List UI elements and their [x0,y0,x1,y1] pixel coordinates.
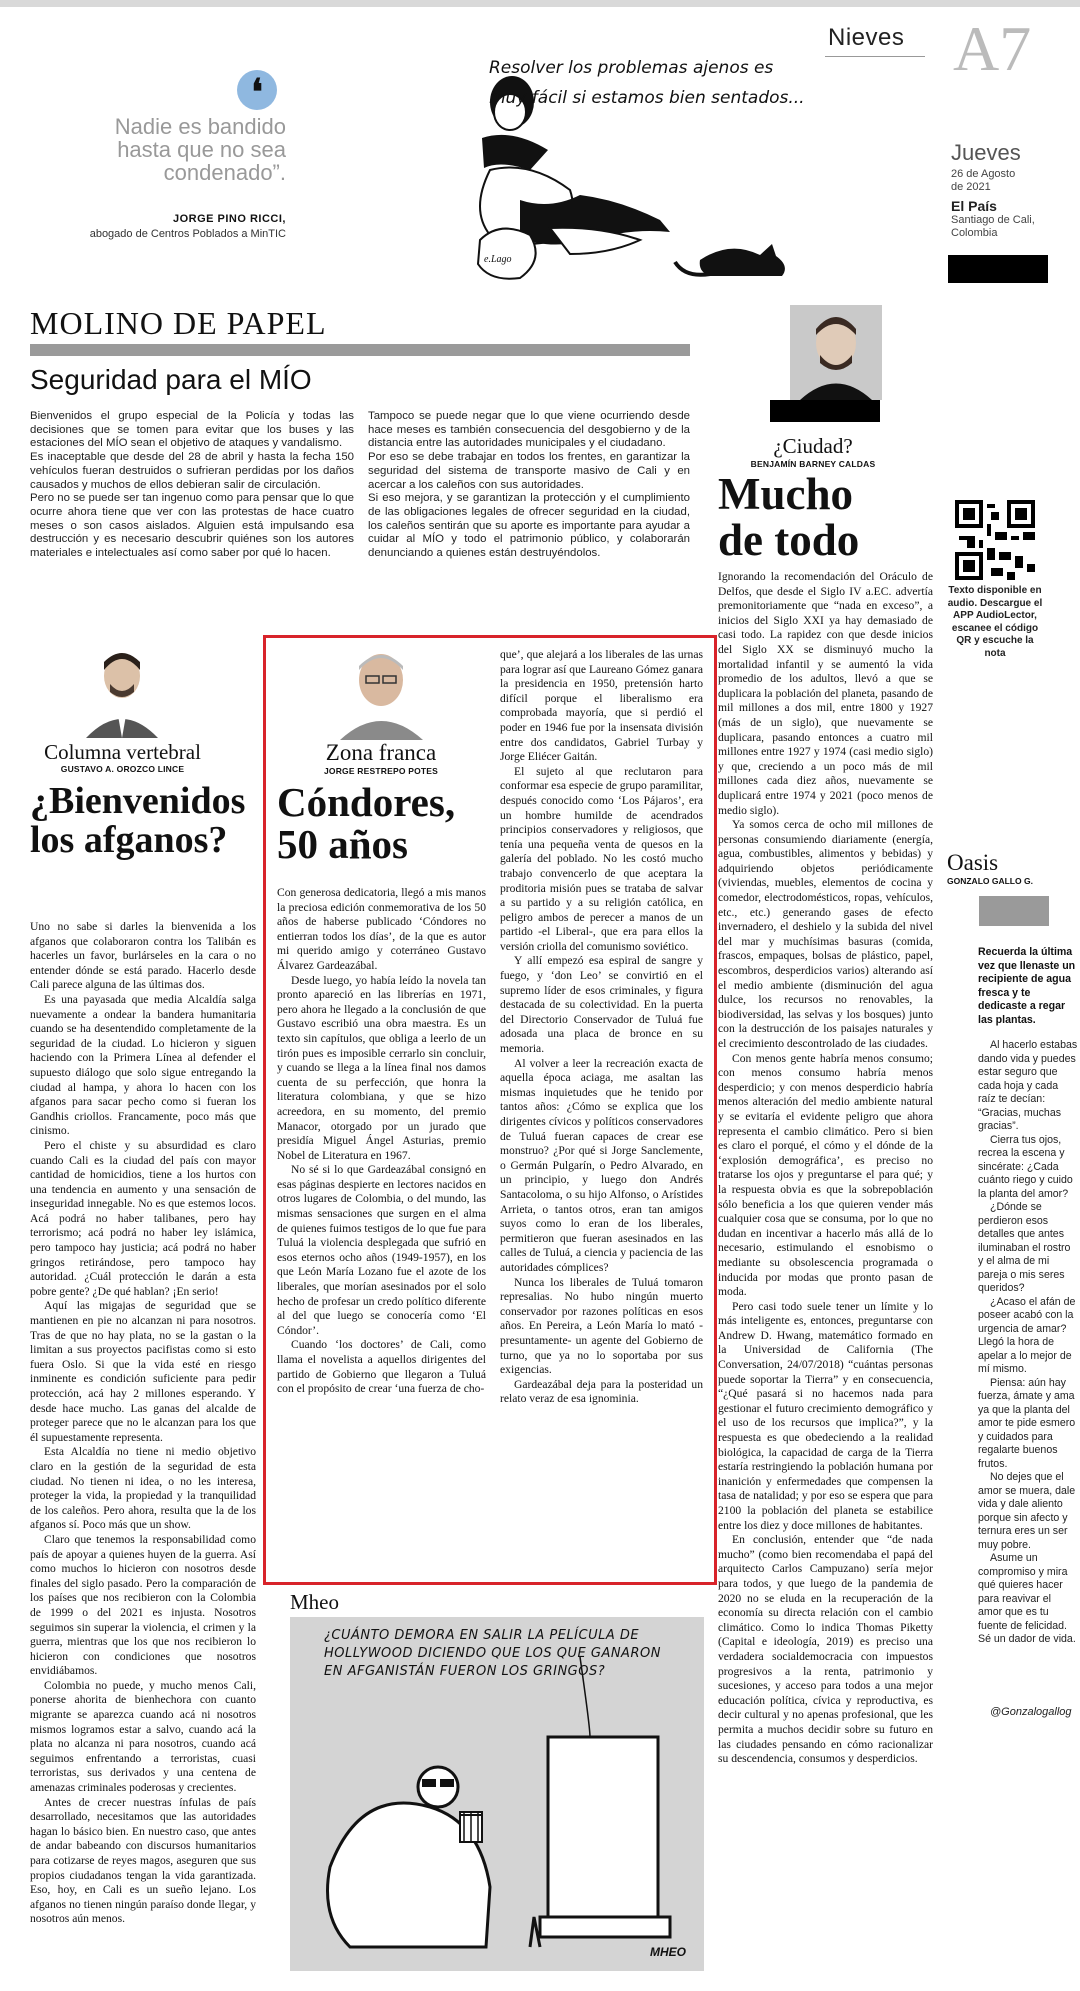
vertebral-p: Antes de crecer nuestras ínfulas de país desarrollado, necesitamos que las autoridades hagan lo básico bien. En nuestro caso, que antes de andar babeando con discursos humanitarios para cotizarse de reyes magos, aseguren que sus propios ciudadanos tengan la vida garantizada. Eso, hoy, en Cali es un sueño lejano. Los afganos no tienen ningún paraíso donde llegar, y nosotros aún menos. [30,1795,256,1926]
quote-text: Nadie es bandido hasta que no sea condenado”. [114,114,286,185]
ciudad-author: BENJAMÍN BARNEY CALDAS [750,459,876,469]
zona-p: Al volver a leer la recreación exacta de aquella época aciaga, me asaltan las mismas inquietudes que he tenido por tantos años: ¿Cómo se explica que los dirigentes cívicos y políticos conservadores de Tuluá fueran capaces de crear ese monstruo? ¿Por qué si Jorge Sanclemente, o Germán Pulgarín, o Pedro Alvarado, en un principio, y luego don Andrés Santacoloma, o su hijo Alfonso, o Arístides Arrieta, o tantos otros, eran tan amigos suyos como lo eran de los liberales, permitieron que fueran asesinados en las calles de Tuluá, a ciencia y paciencia de las autoridades cómplices? [500,1056,703,1274]
redaction-bar [948,255,1048,283]
masthead-molino: MOLINO DE PAPEL [30,305,327,341]
molino-p: Pero no se puede ser tan ingenuo como para pensar que lo que ocurre ahora tiene que ver con las protestas de hace cuatro meses o son casos aislados. Alguien está impulsando esa destrucción y es necesario descubrir quiénes son los autores materiales e intelectuales así como saber por qué lo hacen. [30,492,354,560]
author-photo-barney [790,305,882,400]
oasis-image [979,896,1049,926]
zona-p: Nunca los liberales de Tuluá tomaron represalias. No hubo ningún muerto conservador por razones políticas en esos años. En Pereira, a León María lo mató -presuntamente- un agente del Gobierno de turno, que ya no lo soportaba por sus exigencias. [500,1275,703,1377]
oasis-lead: Recuerda la última vez que llenaste un recipiente de agua fresca y te dedicaste a regar las plantas. [978,946,1076,1026]
quote-icon: ❛ [237,70,277,110]
day: Jueves [951,140,1021,165]
page-number: A7 [953,13,1032,84]
oasis-p: Asume un compromiso y mira qué quieres hacer para reavivar el amor que es tu fuente de felicidad. Sé un dador de vida. [978,1552,1076,1645]
oasis-p: Cierra tus ojos, recrea la escena y sincérate: ¿Cada cuánto riego y cuido la planta del amor? [978,1133,1073,1200]
molino-p: Tampoco se puede negar que lo que viene ocurriendo desde hace meses es también consecuencia del desgobierno y de la distancia entre las autoridades municipales y el ciudadano. [368,410,690,450]
author-photo-orozco [82,638,162,738]
zona-title: Cóndores, 50 años [277,779,456,867]
vertebral-p: Colombia no puede, y mucho menos Cali, ponerse ahorita de bienhechora con cuanto migrante se aparezca cuando acá ni nosotros mismos logramos estar a salvo, cuando acá la plata no alcanza ni para nosotros, cuando acá seguimos enfrentando a terroristas, cuasi terroristas, sus derivados y una centena de amenazas criminales poderosas y crecientes. [30,1678,256,1795]
vertebral-p: Esta Alcaldía no tiene ni medio objetivo claro en la gestión de la seguridad de esta ciudad. No tienen ni idea, o no les interesa, proteger la vida, la propiedad y la tranquilidad de los caleños. Pero ahora, resulta que la de los afganos sí. Poco más que un show. [30,1445,256,1532]
molino-title: Seguridad para el MÍO [30,364,312,395]
vertebral-p: Pero el chiste y su absurdidad es claro cuando Cali es la ciudad del país con mayor cantidad de homicidios, tiene a los hurtos con una tendencia en aumento y una sensación de inseguridad innegable. No es que estemos locos. Acá podrá no haber talibanes, pero hay terrorismo; acá podrá no haber ley islámica, pero tampoco hay justicia; acá podrá no haber gringos retirándose, pero tampoco hay autoridad. ¿Cuál protección le darán a esta pobre gente? ¿De qué hablan? ¡En serio! [30,1138,256,1298]
vertebral-p: Uno no sabe si darles la bienvenida a los afganos que colaboraron contra los Talibán es hacerles un favor, burlárseles en la cara o no entender dónde se está parado. Hacerlo desde Cali parece alguna de las últimas dos. [30,920,256,992]
vertebral-p: Aquí las migajas de seguridad que se mantienen en pie no alcanzan ni para nosotros. Tras de que no hay plata, no se la gastan o la limitan a sus proyectos pacifistas como si esto fuera Oslo. Si que la vida esté en riesgo inminente es condición suficiente para pedir protección, acá hay 2 millones esperando. Y desde hace mucho. Las ganas del alcalde de proteger parece que no le alcanzan para los que él supuestamente representa. [30,1299,256,1444]
qr-text: Texto disponible en audio. Descargue el APP AudioLector, escanee el código QR y escuche la nota [947,585,1043,659]
vertebral-p: Es una payasada que media Alcaldía salga nuevamente a ondear la bandera humanitaria cuando se ha desentendido completamente de la seguridad de la ciudad. Lo hicieron y siguen haciendo con la Primera Línea al defender el supuesto diálogo que solo sigue entregando la ciudad al hampa, y ahora lo hacen con los afganos para sacar pecho como si fueran los Gandhis criollos. Francamente, poco más que cinismo. [30,992,256,1138]
oasis-colname: Oasis [947,850,999,875]
city: Santiago de Cali, Colombia [951,214,1035,239]
section-name: Nieves [828,24,905,51]
oasis-p: Al hacerlo estabas dando vida y puedes estar seguro que cada hoja y cada raíz te decían: “Gracias, muchas gracias”. [978,1039,1078,1132]
zona-colname: Zona franca [325,740,437,765]
ciudad-p: Con menos gente habría menos consumo; con menos consumo habría menos desperdicio; y con menos desperdicio habría menos alteración del medio ambiente natural y se evitaría el evidente peligro que ahora representa el cambio climático. Pero si bien es claro el porqué, el cómo y el dónde de la ‘explosión demográfica’, es preciso no tratarse los ojos y preguntarse el para qué; y la respuesta obvia es que la sobrepoblación sólo beneficia a los que quieren vender más cualquier cosa que se consuma, por lo que no dudan en incentivar a hacerlo más allá de lo necesario, estimulando el esnobismo o mediante su obsolescencia programada o inducida por modas que pronto pasan de moda. [718,1051,933,1299]
zona-body-col2 [500,648,703,1407]
ciudad-p: En conclusión, entender que “de nada mucho” (como bien recomendaba el papá del arquitecto Carlos Campuzano) sería mejor para todos, y que luego de la pandemia de 2020 no se eluda en la recuperación de la economía su directa relación con el cambio climático. Como lo indica Thomas Piketty (Capital e ideología, 2019) es preciso una verdadera socialdemocracia con impuestos progresivos a la renta, patrimonio y sucesiones, y acceso para todos a una mejor educación política, cívica y reproductiva, es decir cultural y no apenas profesional, que les permita a muchos decidir sobre su futuro en las ciudades pensando en cómo racionalizar su descendencia, consumos y desperdicios. [718,1533,933,1766]
oasis-p: ¿Acaso el afán de poseer acabó con la urgencia de amar? Llegó la hora de apelar a lo mejor de mí mismo. [978,1295,1076,1375]
mheo-label: Mheo [290,1590,339,1614]
paper-name: El País [951,198,997,214]
oasis-author: GONZALO GALLO G. [947,876,1033,886]
cartoon-signature: e.Lago [484,254,512,265]
oasis-p: ¿Dónde se perdieron esos detalles que antes iluminaban el rostro y el alma de mi pareja o mis seres queridos? [978,1201,1071,1294]
molino-p: Por eso se debe trabajar en todos los frentes, en garantizar la seguridad del sistema de transporte masivo de Cali y en acercar a los caleños con sus autoridades. [368,451,690,491]
quote-author: JORGE PINO RICCI, [172,213,286,225]
oasis-handle[interactable]: @Gonzalogallog [990,1706,1072,1718]
editorial-cartoon [460,50,810,290]
vertebral-colname: Columna vertebral [44,740,201,764]
zona-p: Con generosa dedicatoria, llegó a mis manos la preciosa edición conmemorativa de los 50 años de haberse publicado ‘Cóndores no entierran todos los días’, de la que es autor mi querido amigo y coterráneo Gustavo Álvarez Gardeazábal. [277,886,486,972]
quote-role: abogado de Centros Poblados a MinTIC [89,228,286,240]
molino-p: Es inaceptable que desde del 28 de abril y hasta la fecha 150 vehículos fueran destruidos o sufrieran perdidas por los daños causados y muchos de ellos debieran salir de circulación. [30,451,354,491]
ciudad-p: Pero casi todo suele tener un límite y lo más inteligente es, entonces, preguntarse con Andrew D. Hwang, matemático formado en la Universidad de California (The Conversation, 24/07/2018) “cuántas personas puede soportar la Tierra” y en consecuencia, “¿Qué pasará si no hacemos nada para gestionar el futuro crecimiento demográfico y el uso de los recursos que implica?”, y la respuesta es que obedeciendo a la realidad biológica, la capacidad de carga de la Tierra estaría restringiendo la población humana por inanición y enfermedades que compensen la tasa de natalidad; y por eso se espera que para 2100 la población del planeta se estabilice entre los diez y doce millones de habitantes. [718,1299,933,1532]
vertebral-title: ¿Bienvenidos los afganos? [30,780,246,861]
zona-p: El sujeto al que reclutaron para conformar esa especie de grupo paramilitar, después conocido como ‘Los Pájaros’, era un hombre humilde de acendrados principios conservadores y religiosos, que tenía una pequeña venta de quesos en la galería del poblado. No les costó mucho trabajo convencerlo de que aceptara la proditoria misión pues se trataba de salvar a su partido y a su religión católica, en peligro ambos de perecer a manos de un partido -el Liberal-, que era para ellos la versión criolla del comunismo soviético. [500,764,703,953]
oasis-p: Piensa: aún hay fuerza, ámate y ama ya que la planta del amor te pide esmero y cuidados para regalarte buenos frutos. [978,1376,1076,1470]
author-photo-restrepo [334,640,429,740]
zona-author: JORGE RESTREPO POTES [323,766,439,776]
qr-code[interactable] [955,500,1035,580]
mheo-balloon: ¿CUÁNTO DEMORA EN SALIR LA PELÍCULA DE HOLLYWOOD DICIENDO QUE LOS QUE GANARON EN AFGANISTÁN FUERON LOS GRINGOS? [324,1628,661,1679]
ciudad-colname: ¿Ciudad? [773,434,853,458]
redaction-bar [770,400,880,422]
molino-col1 [30,410,354,561]
ciudad-p: Ya somos cerca de ocho mil millones de personas consumiendo diariamente (energía, agua, combustibles, alimentos y bebidas) y adquiriendo objetos periódicamente (viviendas, muebles, elementos de cocina y comedor, electrodomésticos, ropas, vehículos, etc., etc.) generando gases de efecto invernadero, el deshielo y la subida del nivel del mar y muchísimas basuras (comida, frascos, empaques, bolsas de plástico, papel, escombros, desperdicios varios) alterando así el medio ambiente (disminución del agua dulce, los recursos no renovables, la biodiversidad, las selvas y los bosques) junto con la destrucción de los paisajes naturales y el crecimiento descontrolado de las ciudades. [718,818,933,1050]
zona-p: que’, que alejará a los liberales de las urnas para lograr así que Laureano Gómez ganara la presidencia en 1950, pretensión harto difícil porque el liberalismo era comprobada mayoría, que si perdió el poder en 1946 fue por la insensata división entre dos candidatos, Gabriel Turbay y Jorge Eliécer Gaitán. [500,648,703,764]
ciudad-body [718,570,933,1767]
mheo-cartoon [290,1617,704,1971]
oasis-body [978,1039,1078,1647]
vertebral-p: Claro que tenemos la responsabilidad como país de apoyar a quienes huyen de la guerra. Así como muchos lo hicieron con nosotros desde finales del siglo pasado. Pero la comparación de los países que nos recibieron con la Colombia de 1999 o del 2021 es injusta. Nosotros seguimos sin superar la violencia, el crimen y la guerra, mientras que los que nos recibieron lo hicieron con condiciones que nosotros envidiábamos. [30,1532,256,1678]
top-rule [0,0,1080,7]
molino-p: Bienvenidos el grupo especial de la Policía y todas las decisiones que se tomen para evitar que los buses y las estaciones del MÍO sean el objetivo de ataques y vandalismo. [30,410,354,450]
molino-col2 [368,410,690,561]
zona-p: Cuando ‘los doctores’ de Cali, como llama el novelista a aquellos dirigentes del partido de Gobierno que llegaron a Tuluá con el propósito de crear ‘una fuerza de cho- [277,1338,486,1396]
zona-body-col1 [277,886,486,1397]
ciudad-title: Mucho de todo [718,469,860,565]
zona-p: No sé si lo que Gardeazábal consignó en esas páginas despierte en lectores nacidos en otros lugares de Colombia, o del mundo, las mismas sensaciones que surgen en el alma de quienes fuimos testigos de lo que fue para Tuluá la violencia desplegada que sufrió en esos eternos ocho años (1949-1957), en los que León María Lozano fue el azote de los liberales, que morían asesinados por el solo hecho de profesar un credo político diferente al del que luego se conocería como ‘El Cóndor’. [277,1163,486,1337]
ciudad-p: Ignorando la recomendación del Oráculo de Delfos, que desde el Siglo IV a.EC. advertía premonitoriamente que “nada en exceso”, a inicios del Siglo XXI ya hay demasiado de casi todo. La rapidez con que desde inicios del Siglo XX se disminuyó mucho la mortalidad infantil y se aumentó la vida promedio de los adultos, llevó a que se duplicara la población del planeta, pasando de mil millones a dos mil, entre 1800 y 1927 (más de un siglo), que nuevamente se duplicara, pasando entonces a cuatro mil millones entre 1927 y 1974 (casi medio siglo) y que, creciendo a un poco más de mil millones cada diez años, nuevamente se duplicará entre 1974 y 2021 (poco menos de medio siglo). [718,570,933,817]
cartoon-caption: Resolver los problemas ajenos es muy fácil si estamos bien sentados... [489,58,805,108]
molino-bar [30,344,690,356]
molino-p: Si eso mejora, y se garantizan la protección y el cumplimiento de las obligaciones legales de ofrecer seguridad en la ciudad, los caleños sentirán que su aporte es importante para ayudar a cuidar al MÍO y todo el patrimonio público, y colaborarán denunciando a quienes están destruyéndolos. [368,492,690,560]
vertebral-body [30,920,256,1927]
vertebral-author: GUSTAVO A. OROZCO LINCE [60,764,185,774]
section-rule [825,56,925,57]
zona-p: Desde luego, yo había leído la novela tan pronto apareció en las librerías en 1971, pero ahora he llegado a la conclusión de que Gustavo escribió una obra maestra. Es un texto sin capítulos, que obliga a leerlo de un tirón pues es imposible cerrarlo sin concluir, y cuando se llega a la línea final nos damos cuenta de su perfección, que honra la literatura colombiana, y que se hizo acreedora, en su momento, del premio Manacor, otorgado por un jurado que presidía Miguel Ángel Asturias, premio Nobel de Literatura en 1967. [277,973,486,1162]
mheo-signature: MHEO [650,1945,686,1959]
zona-p: Gardeazábal deja para la posteridad un relato veraz de esa ignominia. [500,1377,703,1406]
date: 26 de Agosto de 2021 [951,168,1016,193]
oasis-p: No dejes que el amor se muera, dale vida y dale aliento porque sin afecto y ternura eres un ser muy pobre. [978,1471,1076,1551]
zona-p: Y allí empezó esa espiral de sangre y fuego, y ‘don Leo’ se convirtió en el supremo líder de esos criminales, y figura destacada de su colectividad. En la puerta del Directorio Conservador de Tuluá fue adosada una placa de bronce en su memoria. [500,954,703,1056]
